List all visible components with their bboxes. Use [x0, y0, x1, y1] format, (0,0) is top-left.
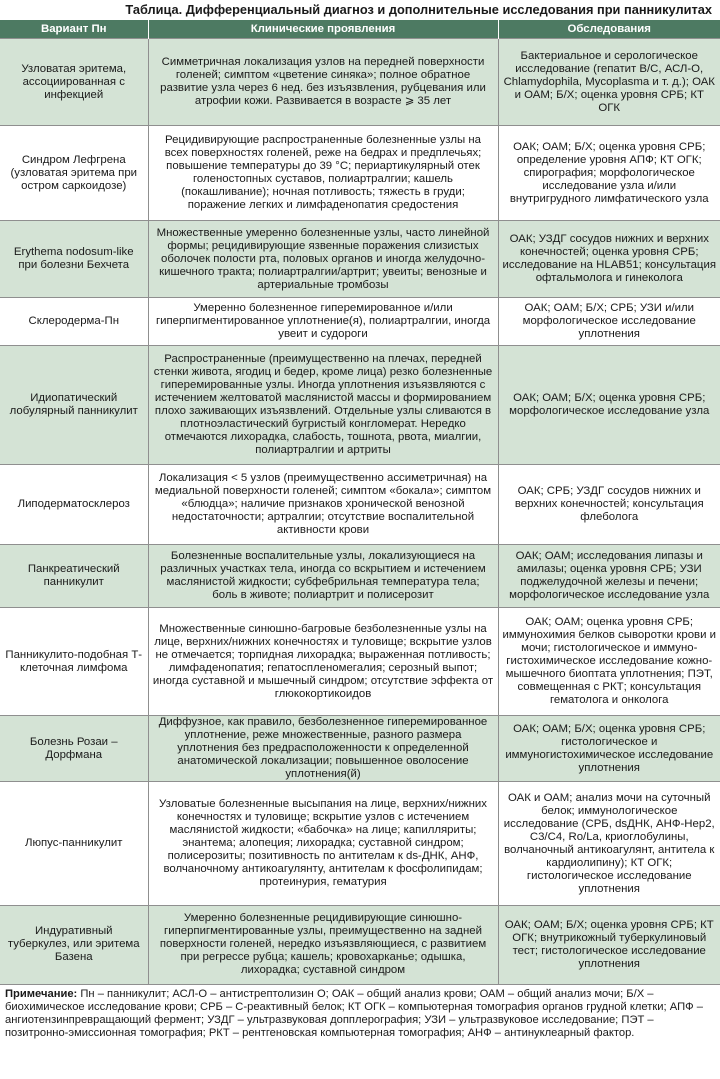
- row-variant: Болезнь Розаи – Дорфмана: [0, 716, 148, 782]
- table-row: [0, 906, 720, 984]
- row-exams: ОАК; ОАМ; Б/Х; оценка уровня СРБ; определение уровня АПФ; КТ ОГК; спирография; морфологическое исследование узла и/или внутригрудного лимфатического узла: [498, 126, 720, 221]
- row-variant: Синдром Лефгрена (узловатая эритема при остром саркоидозе): [0, 126, 148, 221]
- row-variant: Склеродерма-Пн: [0, 298, 148, 346]
- header-variant: Вариант Пн: [0, 20, 148, 39]
- row-clinical: Рецидивирующие распространенные болезненные узлы на всех поверхностях голеней, реже на бедрах и предплечьях; повышение температуры до 39 °С; периартикулярный отек голеностопных суставов, полиартралгии; кашель (покашливание); ночная потливость; тяжесть в груди; поражение легких и лимфаденопатия средостения: [148, 126, 498, 221]
- row-exams: Бактериальное и серологическое исследование (гепатит В/С, АСЛ-О, Chlamydophila, Mycoplasma и т. д.); ОАК и ОАМ; Б/Х; оценка уровня СРБ; КТ ОГК: [498, 39, 720, 126]
- row-exams: ОАК; ОАМ; Б/Х; СРБ; УЗИ и/или морфологическое исследование уплотнения: [498, 298, 720, 346]
- table-row: [0, 716, 720, 782]
- row-variant: Люпус-панникулит: [0, 782, 148, 906]
- note-text: Пн – панникулит; АСЛ-О – антистрептолизин О; ОАК – общий анализ крови; ОАМ – общий анализ мочи; Б/Х – биохимическое исследование крови; СРБ – С-реактивный белок; КТ ОГК – компьютерная томография органов грудной клетки; АПФ – ангиотензинпревращающий фермент; УЗДГ – ультразвуковая допплерография; УЗИ – ультразвуковое исследование; ПЭТ – позитронно-эмиссионная томография; РКТ – рентгеновская компьютерная томография; АНФ – антинуклеарный фактор.: [5, 987, 703, 1040]
- table-row: [0, 221, 720, 298]
- note-label: Примечание:: [5, 987, 78, 1000]
- row-clinical: Узловатые болезненные высыпания на лице, верхних/нижних конечностях и туловище; вскрытие узлов с истечением маслянистой жидкости; «бабочка» на лице; капилляриты; энантема; алопеция; лихорадка; суставной синдром; полисерозиты; позитивность по антителам к ds-ДНК, АНФ, волчаночному антикоагулянту, антителам к фосфолипидам; протеинурия, гематурия: [148, 782, 498, 906]
- row-clinical: Локализация < 5 узлов (преимущественно ассиметричная) на медиальной поверхности голеней; симптом «бокала»; симптом «блюдца»; наличие признаков хронической венозной недостаточности; артралгии; отсутствие воспалительной активности крови: [148, 465, 498, 545]
- row-variant: Индуративный туберкулез, или эритема Базена: [0, 906, 148, 984]
- row-clinical: Распространенные (преимущественно на плечах, передней стенки живота, ягодиц и бедер, кроме лица) резко болезненные гиперемированные узлы. Иногда уплотнения изъязвляются с истечением желтоватой маслянистой массы и формированием плохо заживающих изъязвлений. Отдельные узлы сливаются в плотноэластический бугристый конгломерат. Нередко отмечаются лихорадка, слабость, тошнота, рвота, миалгии, полиартралгии и артриты: [148, 346, 498, 465]
- row-variant: Панникулито-подобная Т-клеточная лимфома: [0, 608, 148, 716]
- row-clinical: Множественные умеренно болезненные узлы, часто линейной формы; рецидивирующие язвенные поражения слизистых оболочек полости рта, половых органов и иногда желудочно-кишечного тракта; полиартралгии/артрит; увеиты; венозные и артериальные тромбозы: [148, 221, 498, 298]
- table-row: [0, 782, 720, 906]
- table-row: [0, 298, 720, 346]
- table-header-row: [0, 20, 720, 39]
- row-exams: ОАК; ОАМ; Б/Х; оценка уровня СРБ; КТ ОГК; внутрикожный туберкулиновый тест; гистологическое исследование уплотнения: [498, 906, 720, 984]
- table-row: [0, 545, 720, 608]
- row-exams: ОАК; ОАМ; оценка уровня СРБ; иммунохимия белков сыворотки крови и мочи; гистологическое и иммуно-гистохимическое исследование кожно-мышечного биоптата уплотнения; ПЭТ, совмещенная с РКТ; консультация гематолога и онколога: [498, 608, 720, 716]
- table-row: [0, 126, 720, 221]
- row-exams: ОАК; ОАМ; исследования липазы и амилазы; оценка уровня СРБ; УЗИ поджелудочной железы и печени; морфологическое исследование узла: [498, 545, 720, 608]
- row-exams: ОАК и ОАМ; анализ мочи на суточный белок; иммунологическое исследование (СРБ, dsДНК, АНФ-Нер2, С3/С4, Ro/La, криоглобулины, волчаночный антикоагулянт, антитела к кардиолипину); КТ ОГК; гистологическое исследование уплотнения: [498, 782, 720, 906]
- table-row: [0, 465, 720, 545]
- row-clinical: Умеренно болезненные рецидивирующие синюшно-гиперпигментированные узлы, преимущественно на задней поверхности голеней, нередко изъязвляющиеся, с развитием при регрессе рубца; кашель; кровохарканье; одышка, лихорадка; суставной синдром: [148, 906, 498, 984]
- table-row: [0, 608, 720, 716]
- table-title: Таблица. Дифференциальный диагноз и дополнительные исследования при панникулитах: [125, 2, 712, 17]
- row-clinical: Множественные синюшно-багровые безболезненные узлы на лице, верхних/нижних конечностях и туловище; вскрытие узлов не отмечается; торпидная лихорадка; выраженная потливость; лимфаденопатия; гепатоспленомегалия; серозный выпот; иногда суставной и мышечный синдром; отсутствие эффекта от глюкокортикоидов: [148, 608, 498, 716]
- header-exams: Обследования: [498, 20, 720, 39]
- table-row: [0, 346, 720, 465]
- table-note: [0, 984, 720, 1079]
- row-clinical: Симметричная локализация узлов на передней поверхности голеней; симптом «цветение синяка»; полное обратное развитие узла через 6 нед. без изъязвления, рубцевания или атрофии кожи. Развивается в возрасте ⩾ 35 лет: [148, 39, 498, 126]
- diagnosis-table: [0, 20, 720, 984]
- table-row: [0, 39, 720, 126]
- row-exams: ОАК; УЗДГ сосудов нижних и верхних конечностей; оценка уровня СРБ; исследование на HLAB51; консультация офтальмолога и гинеколога: [498, 221, 720, 298]
- row-exams: ОАК; ОАМ; Б/Х; оценка уровня СРБ; гистологическое и иммуногистохимическое исследование уплотнения: [498, 716, 720, 782]
- row-clinical: Болезненные воспалительные узлы, локализующиеся на различных участках тела, иногда со вскрытием и истечением маслянистой жидкости; субфебрильная температура тела; боль в животе; полиартрит и полисерозит: [148, 545, 498, 608]
- row-variant: Узловатая эритема, ассоциированная с инфекцией: [0, 39, 148, 126]
- row-clinical: Диффузное, как правило, безболезненное гиперемированное уплотнение, реже множественные, разного размера уплотнения без предрасположенности к определенной анатомической локализации; повышенное оволосение уплотнения(й): [148, 716, 498, 782]
- header-clinical: Клинические проявления: [148, 20, 498, 39]
- row-variant: Erythema nodosum-like при болезни Бехчета: [0, 221, 148, 298]
- row-exams: ОАК; ОАМ; Б/Х; оценка уровня СРБ; морфологическое исследование узла: [498, 346, 720, 465]
- row-variant: Идиопатический лобулярный панникулит: [0, 346, 148, 465]
- row-exams: ОАК; СРБ; УЗДГ сосудов нижних и верхних конечностей; консультация флеболога: [498, 465, 720, 545]
- row-clinical: Умеренно болезненное гиперемированное и/или гиперпигментированное уплотнение(я), полиартралгии, иногда увеит и судороги: [148, 298, 498, 346]
- row-variant: Панкреатический панникулит: [0, 545, 148, 608]
- row-variant: Липодерматосклероз: [0, 465, 148, 545]
